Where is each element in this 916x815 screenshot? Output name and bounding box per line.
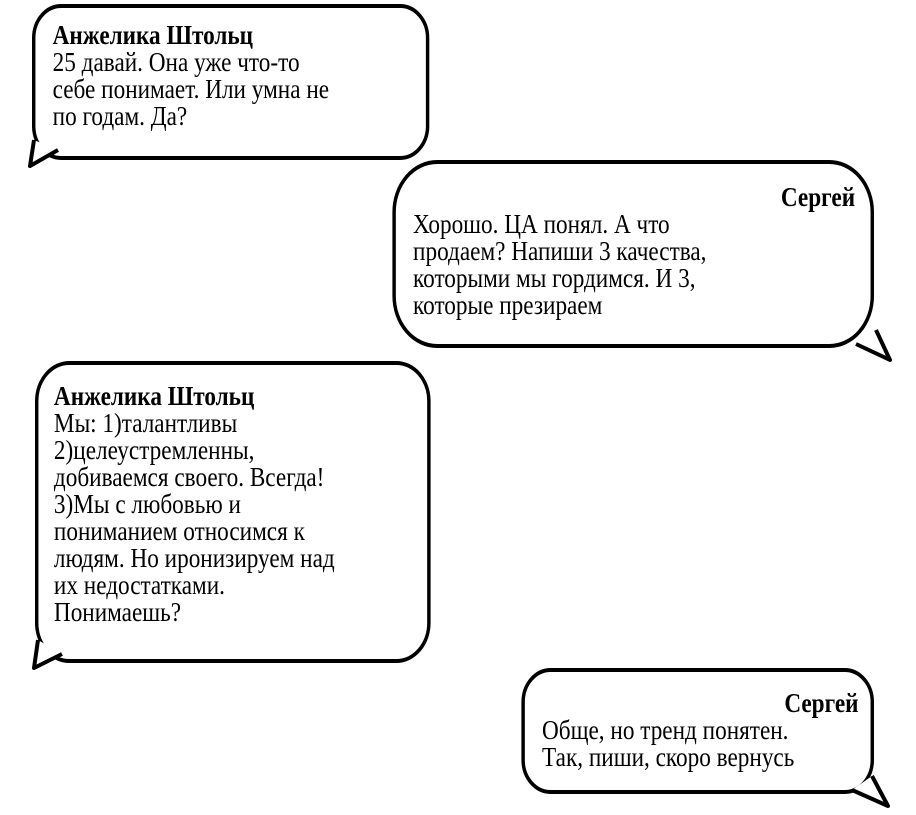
chat-bubble-outgoing: [521, 668, 874, 794]
message-text: Обще, но тренд понятен. Так, пиши, скоро вернусь: [542, 715, 795, 772]
chat-bubble-incoming: [35, 361, 431, 663]
chat-bubble-outgoing: [392, 160, 874, 348]
message-text: Мы: 1)талантливы 2)целеустремленны, добиваемся своего. Всегда! 3)Мы с любовью и пониманием относимся к людям. Но иронизируем над их недостатками. Понимаешь?: [53, 408, 335, 627]
chat-bubble-incoming: [32, 4, 429, 160]
message-author: Анжелика Штольц: [52, 20, 254, 50]
message-text: Хорошо. ЦА понял. А что продаем? Напиши 3 качества, которыми мы гордимся. И 3, которые презираем: [413, 209, 707, 320]
message-author: Анжелика Штольц: [53, 381, 255, 411]
message-author: Сергей: [784, 688, 859, 718]
message-author: Сергей: [780, 182, 856, 212]
message-text: 25 давай. Она уже что-то себе понимает. Или умна не по годам. Да?: [52, 47, 330, 131]
